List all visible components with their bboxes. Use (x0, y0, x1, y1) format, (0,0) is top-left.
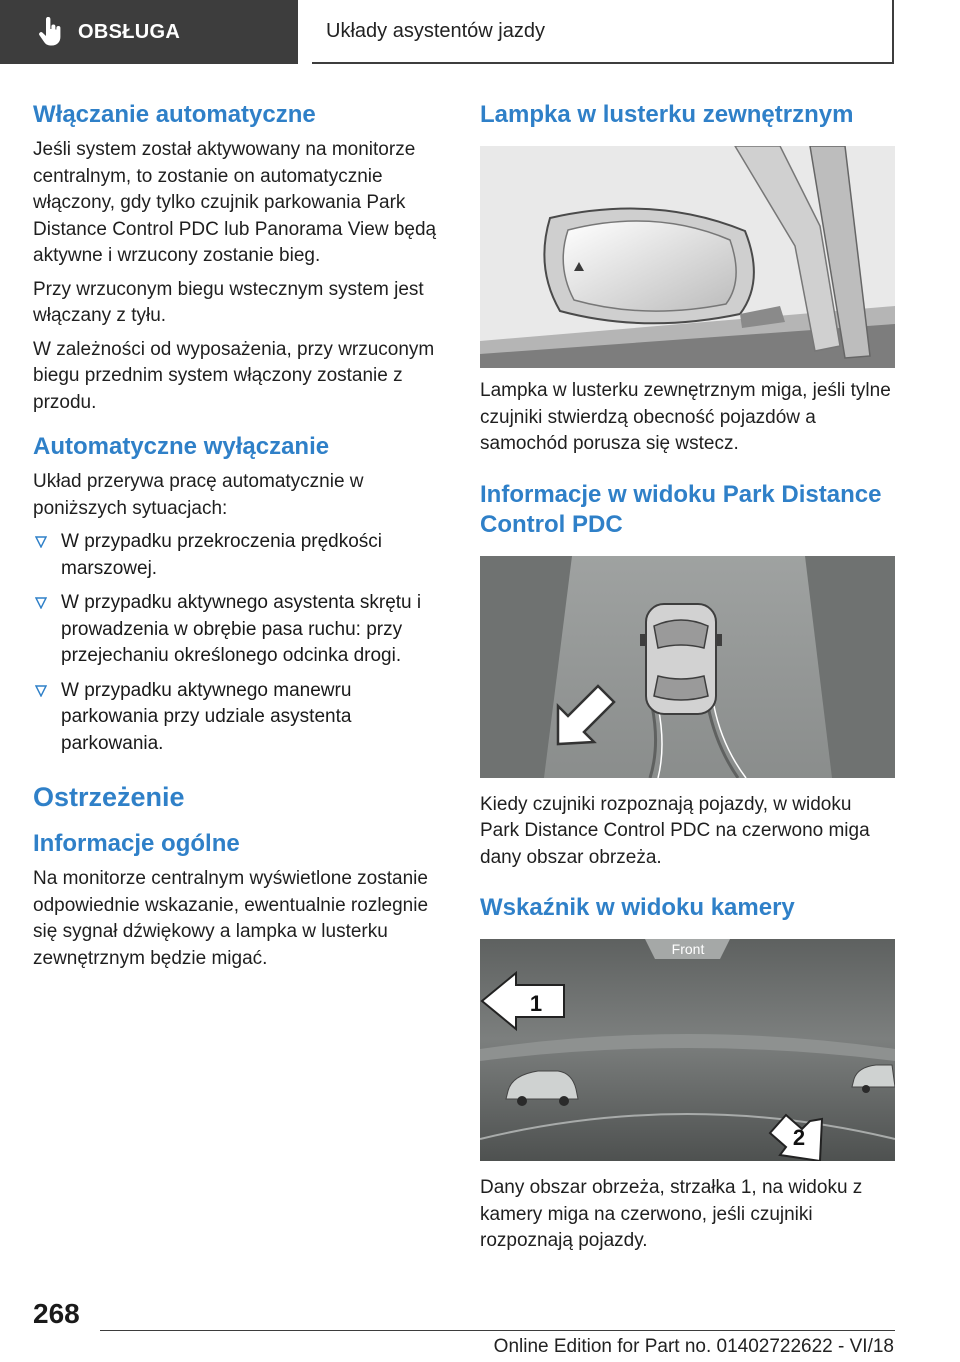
page-number: 268 (33, 1298, 80, 1329)
left-column (33, 100, 437, 972)
pdc-view-figure (480, 556, 895, 778)
paragraph: Jeśli system został aktywowany na monitorze centralnym, to zostanie on automatycznie włączony, gdy tylko czujnik parkowania Park Distance Control PDC lub Panorama View będą aktywne i wrzucony zostanie bieg. (33, 139, 437, 266)
arrow-1-label: 1 (529, 991, 543, 1016)
heading-auto-on: Włączanie automatyczne (33, 101, 316, 128)
footer-divider (100, 1330, 895, 1331)
front-label: Front (671, 941, 705, 957)
paragraph: W zależności od wyposażenia, przy wrzuconym biegu przednim system włączony zostanie z przodu. (33, 338, 435, 413)
triangle-bullet-icon (35, 536, 47, 548)
triangle-bullet-icon (35, 685, 47, 697)
paragraph: Dany obszar obrzeża, strzałka 1, na widoku z kamery miga na czerwono, jeśli czujniki rozpoznają pojazdy. (480, 1177, 863, 1251)
right-column (480, 100, 895, 1255)
chapter-header (312, 0, 894, 64)
bullet-list (33, 529, 437, 757)
paragraph: Kiedy czujniki rozpoznają pojazdy, w widoku Park Distance Control PDC na czerwono miga dany obszar obrzeża. (480, 793, 870, 868)
chapter-title: Układy asystentów jazdy (326, 19, 545, 42)
heading-warning: Ostrzeżenie (33, 782, 185, 812)
camera-view-figure (480, 939, 895, 1161)
heading-mirror-lamp: Lampka w lusterku zewnętrznym (480, 101, 854, 128)
list-item: W przypadku aktywnego asystenta skrętu i prowadzenia w obrębie pasa ruchu: przy przejechaniu określonego odcinka drogi. (33, 590, 437, 670)
section-title: OBSŁUGA (78, 20, 181, 43)
heading-pdc-view: Informacje w widoku Park Distance Control PDC (480, 480, 882, 538)
list-item: W przypadku przekroczenia prędkości marszowej. (33, 529, 437, 582)
section-tab (0, 0, 298, 64)
arrow-2-label: 2 (792, 1125, 806, 1150)
list-item: W przypadku aktywnego manewru parkowania przy udziale asystenta parkowania. (33, 678, 437, 758)
triangle-bullet-icon (35, 597, 47, 609)
paragraph: Układ przerywa pracę automatycznie w poniższych sytuacjach: (33, 471, 364, 519)
paragraph: Lampka w lusterku zewnętrznym miga, jeśli tylne czujniki stwierdzą obecność pojazdów a samochód porusza się wstecz. (480, 380, 891, 454)
heading-general-info: Informacje ogólne (33, 830, 240, 857)
paragraph: Na monitorze centralnym wyświetlone zostanie odpowiednie wskazanie, ewentualnie rozlegnie się sygnał dźwiękowy a lampka w lusterku zewnętrznym będzie migać. (33, 868, 429, 969)
mirror-figure (480, 146, 895, 368)
paragraph: Przy wrzuconym biegu wstecznym system jest włączany z tyłu. (33, 278, 424, 326)
hand-pointer-icon (38, 17, 64, 47)
heading-camera-view: Wskaźnik w widoku kamery (480, 894, 795, 921)
edition-footer: Online Edition for Part no. 01402722622 - VI/18 (493, 1336, 894, 1357)
heading-auto-off: Automatyczne wyłączanie (33, 433, 330, 460)
